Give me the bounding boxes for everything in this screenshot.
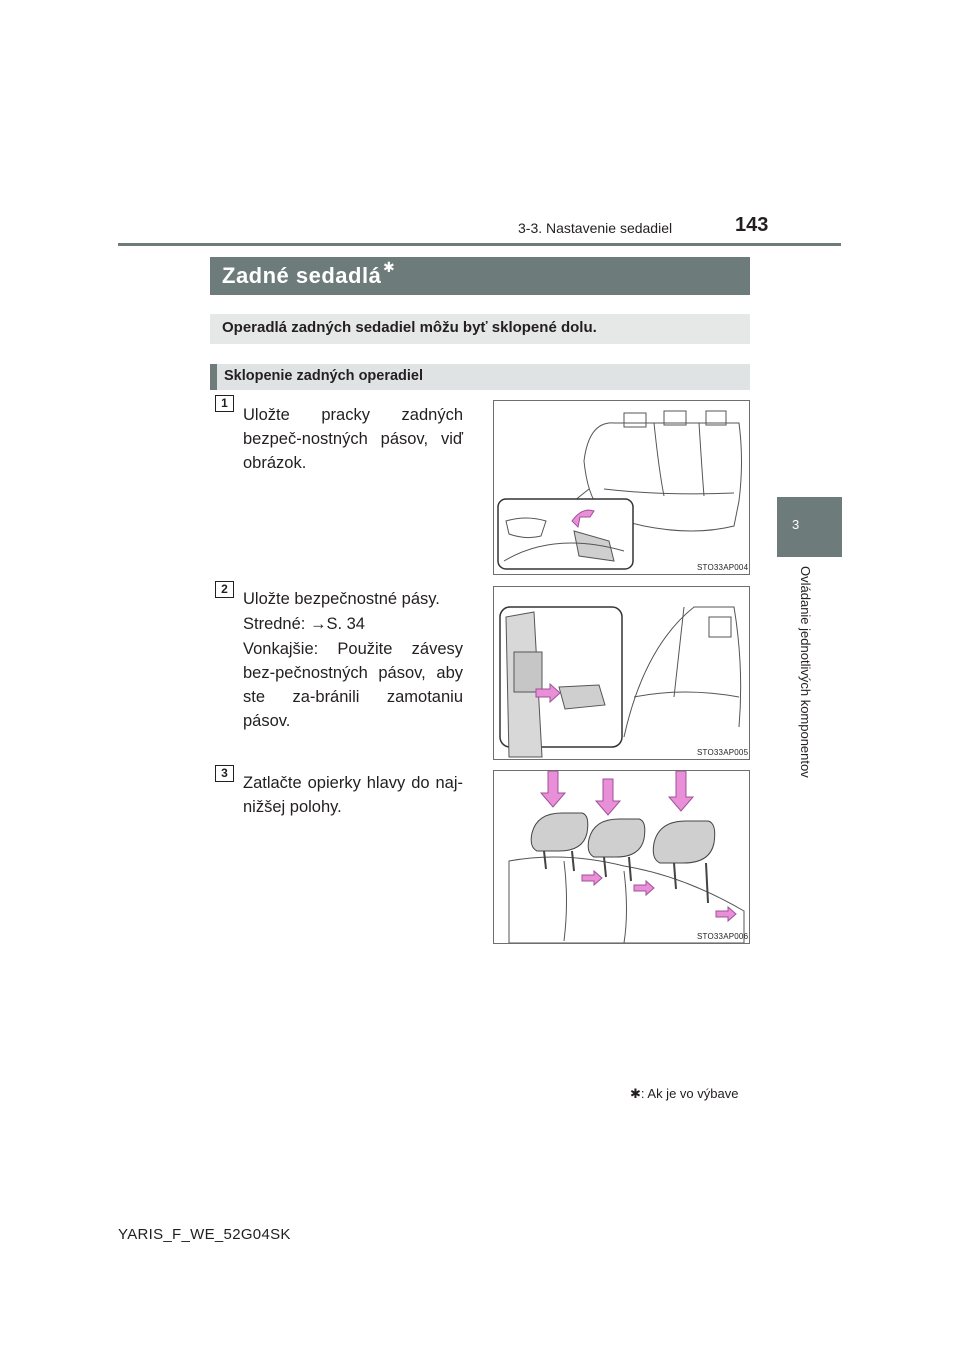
- document-code: YARIS_F_WE_52G04SK: [118, 1226, 291, 1243]
- footnote: ✱: Ak je vo výbave: [630, 1086, 739, 1101]
- step-number-2: 2: [215, 581, 234, 598]
- chapter-number: 3: [792, 517, 800, 532]
- chapter-tab: [777, 497, 842, 557]
- figure-code-2: STO33AP005: [697, 748, 749, 757]
- subheading: Sklopenie zadných operadiel: [224, 368, 424, 384]
- seatbelt-illustration: [494, 587, 750, 760]
- header-section-title: 3-3. Nastavenie sedadiel: [518, 220, 673, 236]
- figure-code-3: STO33AP006: [697, 932, 749, 941]
- summary-text: Operadlá zadných sedadiel môžu byť sklopené dolu.: [222, 319, 597, 336]
- rear-seat-illustration: [494, 401, 750, 575]
- figure-code-1: STO33AP004: [697, 563, 749, 572]
- page-number: 143: [735, 214, 769, 236]
- figure-headrests: [493, 770, 750, 944]
- figure-seatbelt-hanger: [493, 586, 750, 760]
- step-2-line-3: Vonkajšie: Použite závesy bez-pečnostných pásov, aby ste za-bránili zamotaniu pásov.: [243, 640, 463, 730]
- chapter-title: Ovládanie jednotlivých komponentov: [798, 566, 813, 778]
- step-number-1: 1: [215, 395, 234, 412]
- figure-rear-seat-buckles: [493, 400, 750, 575]
- step-number-3: 3: [215, 765, 234, 782]
- section-title: Zadné sedadlá: [222, 263, 382, 288]
- step-3-text: Zatlačte opierky hlavy do naj-nižšej polohy.: [243, 774, 463, 816]
- step-2-line-2: Stredné: →S. 34: [243, 615, 365, 633]
- header-rule: [118, 243, 841, 246]
- step-2-line-1: Uložte bezpečnostné pásy.: [243, 590, 440, 608]
- headrest-illustration: [494, 771, 750, 944]
- equipment-asterisk-icon: ✱: [383, 259, 395, 275]
- step-1-text: Uložte pracky zadných bezpeč-nostných pásov, viď obrázok.: [243, 406, 463, 472]
